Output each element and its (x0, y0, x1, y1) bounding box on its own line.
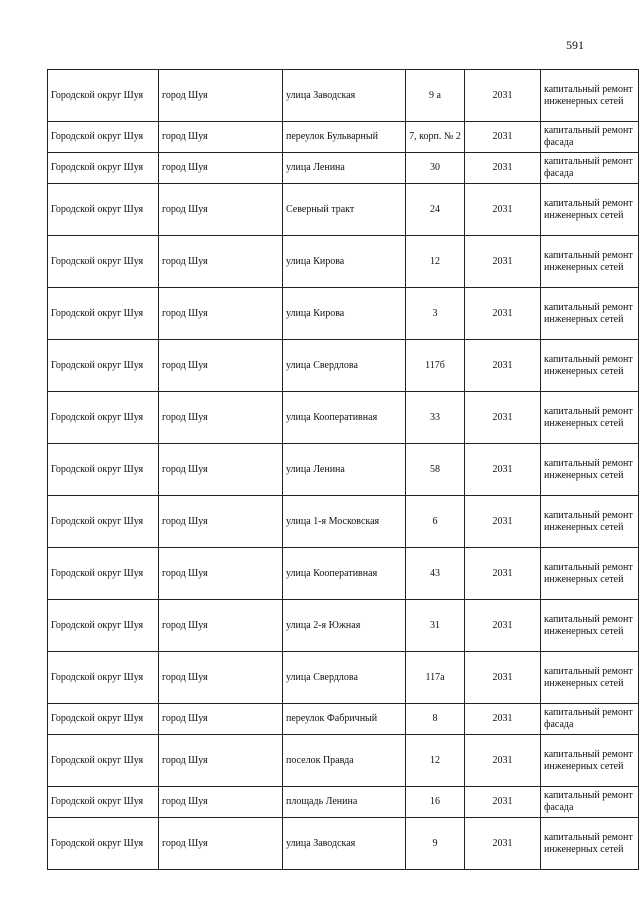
work-type-cell: капитальный ремонт инженерных сетей (541, 236, 639, 288)
street-cell: поселок Правда (283, 735, 406, 787)
municipality-cell: Городской округ Шуя (48, 288, 159, 340)
house-cell: 16 (406, 787, 465, 818)
table-row (48, 496, 639, 548)
municipality-cell: Городской округ Шуя (48, 600, 159, 652)
year-cell: 2031 (465, 122, 541, 153)
year-cell: 2031 (465, 340, 541, 392)
street-cell: переулок Фабричный (283, 704, 406, 735)
locality-cell: город Шуя (159, 600, 283, 652)
street-cell: площадь Ленина (283, 787, 406, 818)
locality-cell: город Шуя (159, 236, 283, 288)
street-cell: переулок Бульварный (283, 122, 406, 153)
house-cell: 12 (406, 236, 465, 288)
house-cell: 117б (406, 340, 465, 392)
work-type-cell: капитальный ремонт фасада (541, 153, 639, 184)
locality-cell: город Шуя (159, 548, 283, 600)
municipality-cell: Городской округ Шуя (48, 340, 159, 392)
work-type-cell: капитальный ремонт фасада (541, 704, 639, 735)
work-type-cell: капитальный ремонт фасада (541, 122, 639, 153)
house-cell: 58 (406, 444, 465, 496)
house-cell: 24 (406, 184, 465, 236)
table-row (48, 444, 639, 496)
work-type-cell: капитальный ремонт инженерных сетей (541, 392, 639, 444)
work-type-cell: капитальный ремонт инженерных сетей (541, 184, 639, 236)
work-type-cell: капитальный ремонт инженерных сетей (541, 496, 639, 548)
table-row (48, 548, 639, 600)
work-type-cell: капитальный ремонт инженерных сетей (541, 444, 639, 496)
table-row (48, 818, 639, 870)
municipality-cell: Городской округ Шуя (48, 818, 159, 870)
municipality-cell: Городской округ Шуя (48, 735, 159, 787)
page-number: 591 (566, 38, 584, 52)
street-cell: улица Свердлова (283, 652, 406, 704)
work-type-cell: капитальный ремонт инженерных сетей (541, 340, 639, 392)
street-cell: улица Кирова (283, 288, 406, 340)
table-row (48, 236, 639, 288)
locality-cell: город Шуя (159, 496, 283, 548)
table-row (48, 787, 639, 818)
locality-cell: город Шуя (159, 340, 283, 392)
municipality-cell: Городской округ Шуя (48, 548, 159, 600)
year-cell: 2031 (465, 236, 541, 288)
street-cell: улица Кооперативная (283, 392, 406, 444)
street-cell: улица 2-я Южная (283, 600, 406, 652)
year-cell: 2031 (465, 184, 541, 236)
table-row (48, 70, 639, 122)
year-cell: 2031 (465, 818, 541, 870)
street-cell: улица 1-я Московская (283, 496, 406, 548)
year-cell: 2031 (465, 153, 541, 184)
work-type-cell: капитальный ремонт инженерных сетей (541, 818, 639, 870)
table-row (48, 122, 639, 153)
house-cell: 9 а (406, 70, 465, 122)
house-cell: 43 (406, 548, 465, 600)
year-cell: 2031 (465, 496, 541, 548)
locality-cell: город Шуя (159, 184, 283, 236)
table-row (48, 704, 639, 735)
house-cell: 31 (406, 600, 465, 652)
municipality-cell: Городской округ Шуя (48, 236, 159, 288)
work-type-cell: капитальный ремонт инженерных сетей (541, 735, 639, 787)
municipality-cell: Городской округ Шуя (48, 153, 159, 184)
year-cell: 2031 (465, 70, 541, 122)
locality-cell: город Шуя (159, 818, 283, 870)
street-cell: улица Заводская (283, 70, 406, 122)
table-row (48, 392, 639, 444)
table-row (48, 184, 639, 236)
work-type-cell: капитальный ремонт инженерных сетей (541, 288, 639, 340)
year-cell: 2031 (465, 704, 541, 735)
municipality-cell: Городской округ Шуя (48, 444, 159, 496)
house-cell: 117а (406, 652, 465, 704)
locality-cell: город Шуя (159, 392, 283, 444)
year-cell: 2031 (465, 735, 541, 787)
street-cell: улица Ленина (283, 153, 406, 184)
year-cell: 2031 (465, 444, 541, 496)
work-type-cell: капитальный ремонт инженерных сетей (541, 600, 639, 652)
house-cell: 12 (406, 735, 465, 787)
locality-cell: город Шуя (159, 444, 283, 496)
locality-cell: город Шуя (159, 70, 283, 122)
work-type-cell: капитальный ремонт фасада (541, 787, 639, 818)
year-cell: 2031 (465, 548, 541, 600)
municipality-cell: Городской округ Шуя (48, 496, 159, 548)
house-cell: 9 (406, 818, 465, 870)
municipality-cell: Городской округ Шуя (48, 184, 159, 236)
work-type-cell: капитальный ремонт инженерных сетей (541, 70, 639, 122)
house-cell: 3 (406, 288, 465, 340)
street-cell: улица Заводская (283, 818, 406, 870)
table-row (48, 600, 639, 652)
year-cell: 2031 (465, 288, 541, 340)
house-cell: 6 (406, 496, 465, 548)
table-row (48, 153, 639, 184)
municipality-cell: Городской округ Шуя (48, 392, 159, 444)
year-cell: 2031 (465, 787, 541, 818)
locality-cell: город Шуя (159, 735, 283, 787)
table-row (48, 288, 639, 340)
street-cell: Северный тракт (283, 184, 406, 236)
locality-cell: город Шуя (159, 704, 283, 735)
municipality-cell: Городской округ Шуя (48, 70, 159, 122)
street-cell: улица Кирова (283, 236, 406, 288)
street-cell: улица Кооперативная (283, 548, 406, 600)
table-row (48, 735, 639, 787)
locality-cell: город Шуя (159, 153, 283, 184)
municipality-cell: Городской округ Шуя (48, 787, 159, 818)
table-row (48, 340, 639, 392)
house-cell: 8 (406, 704, 465, 735)
house-cell: 30 (406, 153, 465, 184)
year-cell: 2031 (465, 392, 541, 444)
locality-cell: город Шуя (159, 787, 283, 818)
work-type-cell: капитальный ремонт инженерных сетей (541, 652, 639, 704)
street-cell: улица Ленина (283, 444, 406, 496)
house-cell: 33 (406, 392, 465, 444)
year-cell: 2031 (465, 600, 541, 652)
locality-cell: город Шуя (159, 122, 283, 153)
year-cell: 2031 (465, 652, 541, 704)
work-type-cell: капитальный ремонт инженерных сетей (541, 548, 639, 600)
street-cell: улица Свердлова (283, 340, 406, 392)
locality-cell: город Шуя (159, 288, 283, 340)
municipality-cell: Городской округ Шуя (48, 652, 159, 704)
municipality-cell: Городской округ Шуя (48, 704, 159, 735)
repair-schedule-table (47, 69, 639, 870)
municipality-cell: Городской округ Шуя (48, 122, 159, 153)
table-row (48, 652, 639, 704)
house-cell: 7, корп. № 2 (406, 122, 465, 153)
locality-cell: город Шуя (159, 652, 283, 704)
